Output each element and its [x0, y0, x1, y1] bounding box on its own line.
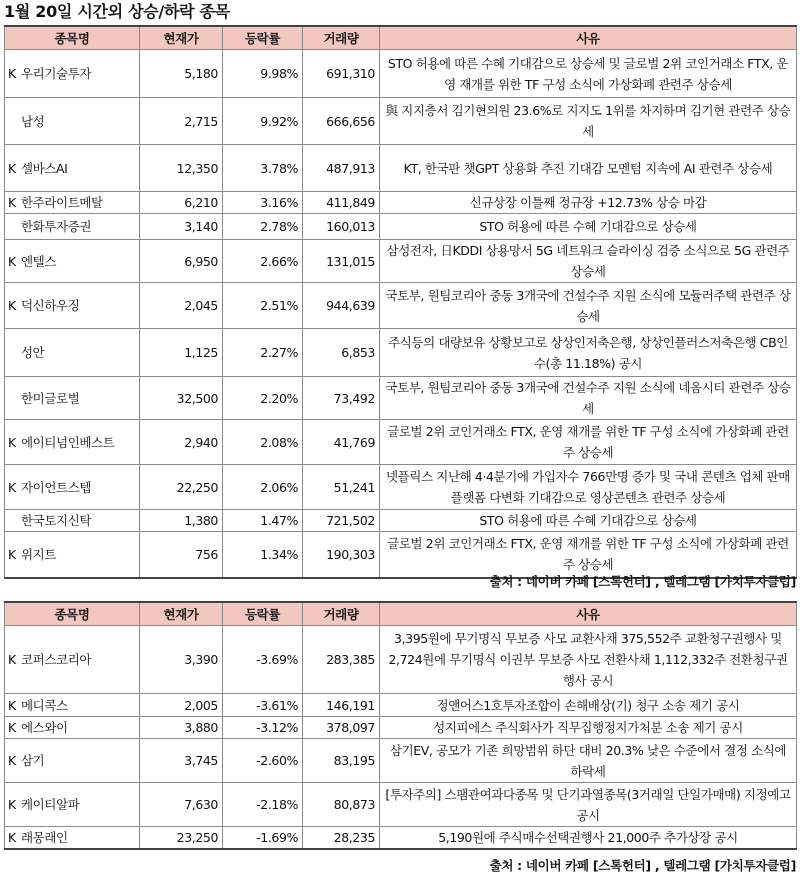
- header-name: 종목명: [5, 26, 140, 50]
- market-marker: K: [8, 434, 16, 450]
- table-row: [5, 283, 797, 329]
- volume-cell: 146,191: [303, 694, 380, 717]
- price-cell: 1,380: [140, 510, 223, 532]
- stock-name-cell: [5, 240, 140, 283]
- price-cell: 22,250: [140, 465, 223, 510]
- header-name: 종목명: [5, 602, 140, 626]
- stock-name-cell: [5, 739, 140, 783]
- change-cell: 3.16%: [223, 192, 303, 214]
- market-marker: K: [8, 797, 16, 812]
- reason-cell: STO 허용에 따른 수혜 기대감으로 상승세: [380, 214, 797, 240]
- table-row: [5, 739, 797, 783]
- reason-cell: 與 지지층서 김기현의원 23.6%로 지지도 1위를 차지하며 김기현 관련주 상승세: [380, 98, 797, 145]
- stock-name-cell: [5, 329, 140, 377]
- stock-name: 코퍼스코리아: [21, 652, 92, 667]
- stock-name-cell: [5, 532, 140, 578]
- table-row: [5, 240, 797, 283]
- stock-name-cell: [5, 192, 140, 214]
- stock-name: 한주라이트메탈: [21, 195, 103, 210]
- reason-cell: 글로벌 2위 코인거래소 FTX, 운영 재개를 위한 TF 구성 소식에 가상화폐 관련주 상승세: [380, 420, 797, 465]
- stock-name: 남성: [21, 113, 45, 129]
- change-cell: -3.69%: [223, 626, 303, 694]
- reason-cell: 5,190원에 주식매수선택권행사 21,000주 추가상장 공시: [380, 827, 797, 850]
- price-cell: 2,715: [140, 98, 223, 145]
- stock-name: 덕신하우징: [21, 298, 80, 313]
- price-cell: 2,005: [140, 694, 223, 717]
- table-row: [5, 717, 797, 739]
- reason-cell: 정앤어스1호투자조합이 손해배상(기) 청구 소송 제기 공시: [380, 694, 797, 717]
- change-cell: -3.61%: [223, 694, 303, 717]
- header-reason: 사유: [380, 26, 797, 50]
- change-cell: 2.06%: [223, 465, 303, 510]
- stock-name-cell: [5, 626, 140, 694]
- change-cell: 1.47%: [223, 510, 303, 532]
- stock-name-cell: [5, 717, 140, 739]
- market-marker: K: [8, 753, 16, 768]
- volume-cell: 691,310: [303, 50, 380, 98]
- market-marker: K: [8, 253, 16, 269]
- stock-name: 한국토지신탁: [21, 513, 92, 528]
- table-row: [5, 510, 797, 532]
- price-cell: 1,125: [140, 329, 223, 377]
- market-marker: K: [8, 652, 16, 667]
- table-row: [5, 827, 797, 850]
- market-marker: K: [8, 830, 16, 845]
- page-title: 1월 20일 시간외 상승/하락 종목: [4, 2, 230, 21]
- table-row: [5, 626, 797, 694]
- falling-stocks-table: [4, 601, 797, 850]
- stock-name-cell: [5, 377, 140, 420]
- change-cell: 2.78%: [223, 214, 303, 240]
- stock-name: 셀바스AI: [21, 160, 68, 176]
- stock-name-cell: [5, 465, 140, 510]
- price-cell: 23,250: [140, 827, 223, 850]
- reason-cell: 넷플릭스 지난해 4·4분기에 가입자수 766만명 증가 및 국내 콘텐츠 업체 판매 플랫폼 다변화 기대감으로 영상콘텐츠 관련주 상승세: [380, 465, 797, 510]
- stock-name: 케이티알파: [21, 797, 80, 812]
- source-note: 출처 : 네이버 카페 [스톡헌터] , 텔레그램 [가치투자클럽]: [489, 858, 796, 873]
- table-row: [5, 214, 797, 240]
- stock-name: 엔텔스: [21, 253, 57, 269]
- market-marker: K: [8, 160, 16, 176]
- volume-cell: 190,303: [303, 532, 380, 578]
- volume-cell: 6,853: [303, 329, 380, 377]
- change-cell: 2.66%: [223, 240, 303, 283]
- volume-cell: 944,639: [303, 283, 380, 329]
- table-row: [5, 465, 797, 510]
- market-marker: K: [8, 720, 16, 735]
- price-cell: 3,140: [140, 214, 223, 240]
- header-price: 현재가: [140, 602, 223, 626]
- reason-cell: 국토부, 원팀코리아 중동 3개국에 건설수주 지원 소식에 모듈러주택 관련주 상승세: [380, 283, 797, 329]
- stock-name-cell: [5, 510, 140, 532]
- market-marker: K: [8, 66, 16, 81]
- reason-cell: 3,395원에 무기명식 무보증 사모 교환사채 375,552주 교환청구권행사 및 2,724원에 무기명식 이권부 무보증 사모 전환사채 1,112,332주 전환청구권행사 공시: [380, 626, 797, 694]
- reason-cell: KT, 한국판 챗GPT 상용화 추진 기대감 모멘텀 지속에 AI 관련주 상승세: [380, 145, 797, 192]
- market-marker: K: [8, 546, 16, 562]
- change-cell: 1.34%: [223, 532, 303, 578]
- stock-name-cell: [5, 420, 140, 465]
- change-cell: 3.78%: [223, 145, 303, 192]
- volume-cell: 83,195: [303, 739, 380, 783]
- price-cell: 3,880: [140, 717, 223, 739]
- stock-name-cell: [5, 783, 140, 827]
- stock-name-cell: [5, 694, 140, 717]
- price-cell: 6,950: [140, 240, 223, 283]
- stock-name: 한화투자증권: [21, 219, 92, 234]
- change-cell: 9.98%: [223, 50, 303, 98]
- price-cell: 7,630: [140, 783, 223, 827]
- stock-name: 메디콕스: [21, 697, 68, 713]
- stock-name-cell: [5, 827, 140, 850]
- change-cell: -3.12%: [223, 717, 303, 739]
- table-header-row: [5, 26, 797, 50]
- header-change: 등락률: [223, 26, 303, 50]
- volume-cell: 28,235: [303, 827, 380, 850]
- rising-stocks-table: [4, 25, 797, 579]
- stock-name-cell: [5, 283, 140, 329]
- change-cell: 2.51%: [223, 283, 303, 329]
- stock-name: 우리기술투자: [21, 66, 92, 81]
- volume-cell: 131,015: [303, 240, 380, 283]
- stock-name: 한미글로벌: [21, 390, 80, 406]
- stock-name-cell: [5, 145, 140, 192]
- price-cell: 3,745: [140, 739, 223, 783]
- price-cell: 3,390: [140, 626, 223, 694]
- table-row: [5, 532, 797, 578]
- reason-cell: 신규상장 이틀째 정규장 +12.73% 상승 마감: [380, 192, 797, 214]
- volume-cell: 80,873: [303, 783, 380, 827]
- header-change: 등락률: [223, 602, 303, 626]
- volume-cell: 721,502: [303, 510, 380, 532]
- change-cell: 2.08%: [223, 420, 303, 465]
- reason-cell: 삼성전자, 日KDDI 상용망서 5G 네트워크 슬라이싱 검증 소식으로 5G 관련주 상승세: [380, 240, 797, 283]
- volume-cell: 666,656: [303, 98, 380, 145]
- volume-cell: 73,492: [303, 377, 380, 420]
- table-row: [5, 377, 797, 420]
- header-price: 현재가: [140, 26, 223, 50]
- stock-name-cell: [5, 50, 140, 98]
- market-marker: K: [8, 195, 16, 210]
- table-row: [5, 694, 797, 717]
- change-cell: -2.18%: [223, 783, 303, 827]
- table-row: [5, 329, 797, 377]
- source-note: 출처 : 네이버 카페 [스톡헌터] , 텔레그램 [가치투자클럽]: [489, 574, 796, 589]
- price-cell: 2,045: [140, 283, 223, 329]
- reason-cell: STO 허용에 따른 수혜 기대감으로 상승세 및 글로벌 2위 코인거래소 FTX, 운영 재개를 위한 TF 구성 소식에 가상화폐 관련주 상승세: [380, 50, 797, 98]
- reason-cell: 성지피에스 주식회사가 직무집행정지가처분 소송 제기 공시: [380, 717, 797, 739]
- price-cell: 6,210: [140, 192, 223, 214]
- header-volume: 거래량: [303, 602, 380, 626]
- reason-cell: 삼기EV, 공모가 기존 희망범위 하단 대비 20.3% 낮은 수준에서 결정 소식에 하락세: [380, 739, 797, 783]
- price-cell: 32,500: [140, 377, 223, 420]
- market-marker: K: [8, 479, 16, 495]
- volume-cell: 378,097: [303, 717, 380, 739]
- market-marker: K: [8, 298, 16, 313]
- stock-name-cell: [5, 214, 140, 240]
- table-row: [5, 98, 797, 145]
- price-cell: 756: [140, 532, 223, 578]
- table-row: [5, 420, 797, 465]
- table-row: [5, 50, 797, 98]
- stock-name: 자이언트스텝: [21, 479, 92, 495]
- table-row: [5, 192, 797, 214]
- reason-cell: 주식등의 대량보유 상황보고로 상상인저축은행, 상상인플러스저축은행 CB인수(총 11.18%) 공시: [380, 329, 797, 377]
- volume-cell: 41,769: [303, 420, 380, 465]
- stock-name: 성안: [21, 345, 45, 360]
- price-cell: 2,940: [140, 420, 223, 465]
- stock-name-cell: [5, 98, 140, 145]
- reason-cell: [투자주의] 스팸관여과다종목 및 단기과열종목(3거래일 단일가매매) 지정예고 공시: [380, 783, 797, 827]
- change-cell: -1.69%: [223, 827, 303, 850]
- volume-cell: 160,013: [303, 214, 380, 240]
- change-cell: 2.20%: [223, 377, 303, 420]
- price-cell: 12,350: [140, 145, 223, 192]
- stock-name: 에스와이: [21, 720, 68, 735]
- table-row: [5, 145, 797, 192]
- change-cell: 2.27%: [223, 329, 303, 377]
- stock-name: 위지트: [21, 546, 57, 562]
- volume-cell: 283,385: [303, 626, 380, 694]
- volume-cell: 487,913: [303, 145, 380, 192]
- reason-cell: 글로벌 2위 코인거래소 FTX, 운영 재개를 위한 TF 구성 소식에 가상화폐 관련주 상승세: [380, 532, 797, 578]
- market-marker: K: [8, 697, 16, 713]
- change-cell: 9.92%: [223, 98, 303, 145]
- stock-name: 삼기: [21, 753, 45, 768]
- table-row: [5, 783, 797, 827]
- header-volume: 거래량: [303, 26, 380, 50]
- reason-cell: STO 허용에 따른 수혜 기대감으로 상승세: [380, 510, 797, 532]
- stock-name: 에이티넘인베스트: [21, 434, 115, 450]
- price-cell: 5,180: [140, 50, 223, 98]
- volume-cell: 411,849: [303, 192, 380, 214]
- header-reason: 사유: [380, 602, 797, 626]
- change-cell: -2.60%: [223, 739, 303, 783]
- reason-cell: 국토부, 원팀코리아 중동 3개국에 건설수주 지원 소식에 네옴시티 관련주 상승세: [380, 377, 797, 420]
- volume-cell: 51,241: [303, 465, 380, 510]
- table-header-row: [5, 602, 797, 626]
- stock-name: 래몽래인: [21, 830, 68, 845]
